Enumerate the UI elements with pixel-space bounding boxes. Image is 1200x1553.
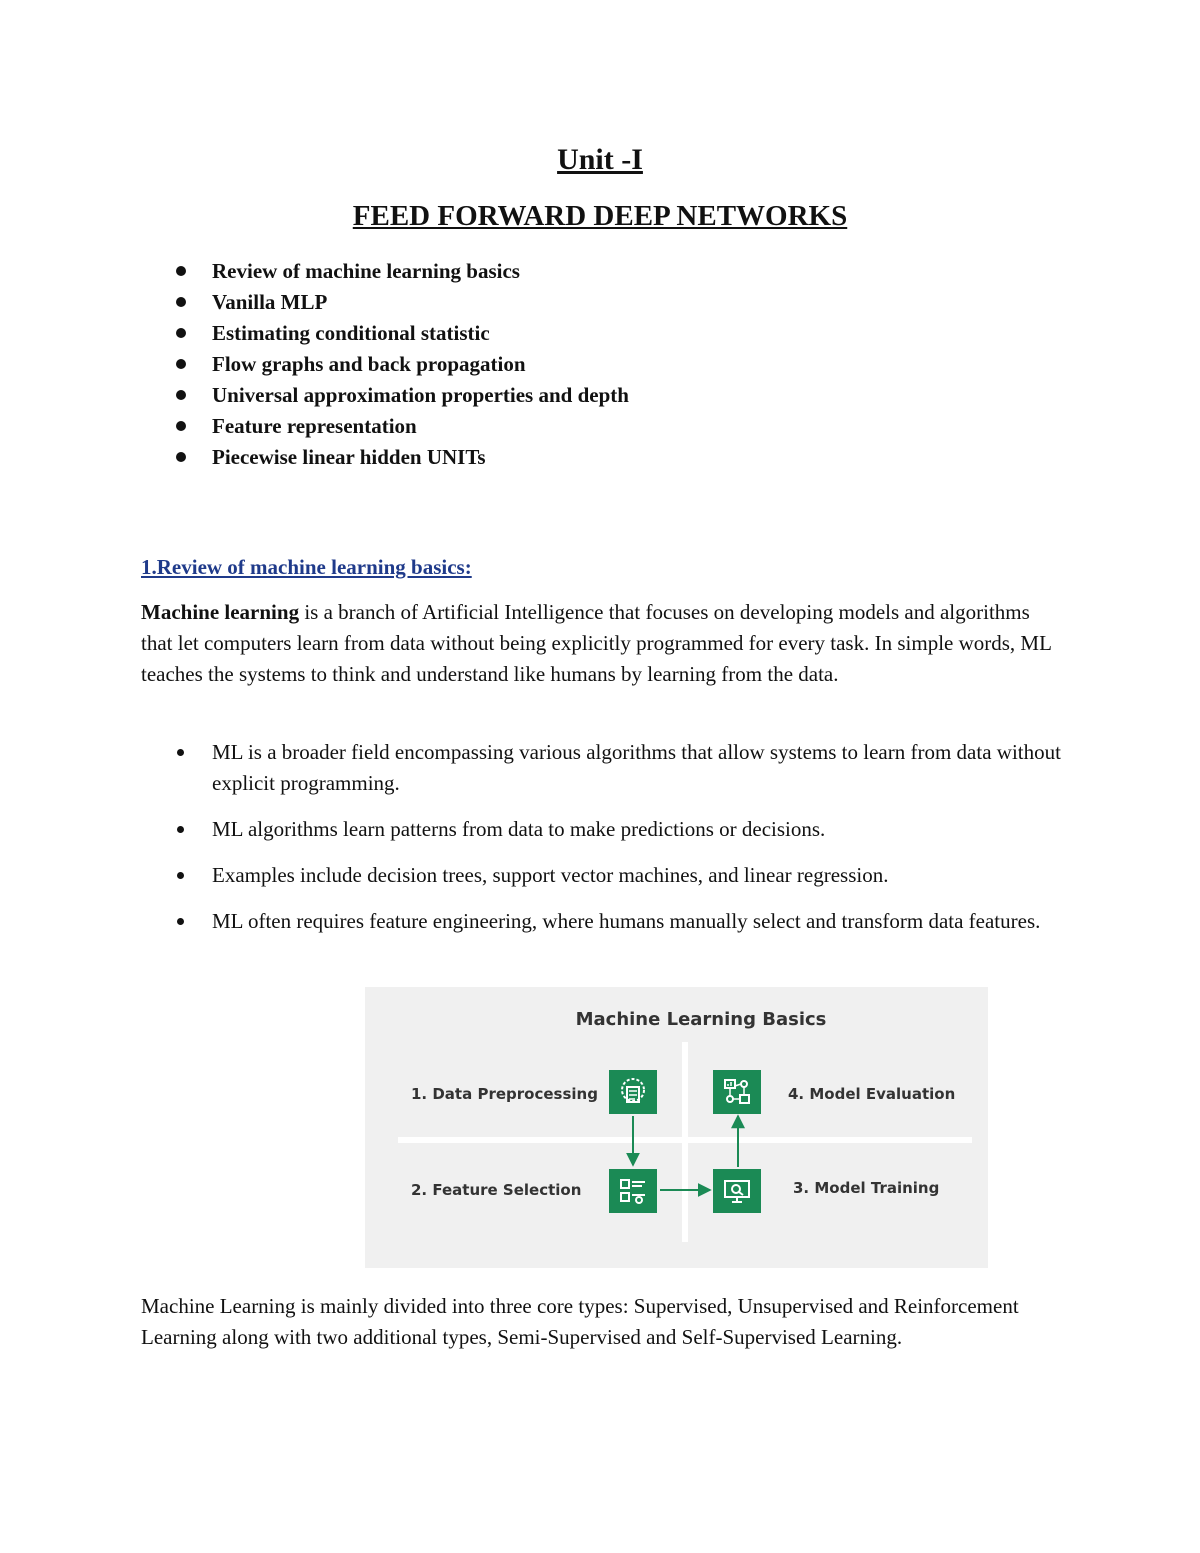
chapter-title: FEED FORWARD DEEP NETWORKS (352, 200, 848, 232)
topic-item: Flow graphs and back propagation (176, 349, 629, 380)
intro-text: is a branch of Artificial Intelligence that focuses on developing models and algorithms that let computers learn from data without being explicitly programmed for every task. In simple words, ML teaches the systems to think and understand like humans by learning from the data. (141, 600, 1052, 686)
detail-list (176, 737, 1066, 952)
step-label-feature-selection: 2. Feature Selection (411, 1181, 582, 1199)
topic-item: Review of machine learning basics (176, 256, 629, 287)
section-heading: 1.Review of machine learning basics: (141, 555, 472, 579)
topic-item: Piecewise linear hidden UNITs (176, 442, 629, 473)
flow-arrows (365, 987, 988, 1268)
intro-paragraph (141, 597, 1061, 690)
unit-title: Unit -I (557, 143, 643, 176)
topic-item: Estimating conditional statistic (176, 318, 629, 349)
topic-list (176, 256, 629, 473)
ml-basics-figure (365, 987, 988, 1268)
feature-selection-icon (609, 1169, 657, 1213)
outro-paragraph: Machine Learning is mainly divided into three core types: Supervised, Unsupervised and Reinforcement Learning along with two additional types, Semi-Supervised and Self-Supervised Learning. (141, 1294, 1019, 1349)
intro-term: Machine learning (141, 600, 300, 624)
detail-item: ML is a broader field encompassing various algorithms that allow systems to learn from data without explicit programming. (176, 737, 1066, 799)
step-label-model-training: 3. Model Training (793, 1179, 940, 1197)
model-training-icon (713, 1169, 761, 1213)
topic-item: Feature representation (176, 411, 629, 442)
detail-item: ML often requires feature engineering, where humans manually select and transform data features. (176, 906, 1066, 937)
data-preprocessing-icon (609, 1070, 657, 1114)
detail-item: ML algorithms learn patterns from data to make predictions or decisions. (176, 814, 1066, 845)
model-evaluation-icon (713, 1070, 761, 1114)
step-label-data-preprocessing: 1. Data Preprocessing (411, 1085, 598, 1103)
step-label-model-evaluation: 4. Model Evaluation (788, 1085, 956, 1103)
topic-item: Vanilla MLP (176, 287, 629, 318)
figure-title: Machine Learning Basics (575, 1009, 827, 1030)
detail-item: Examples include decision trees, support vector machines, and linear regression. (176, 860, 1066, 891)
topic-item: Universal approximation properties and depth (176, 380, 629, 411)
